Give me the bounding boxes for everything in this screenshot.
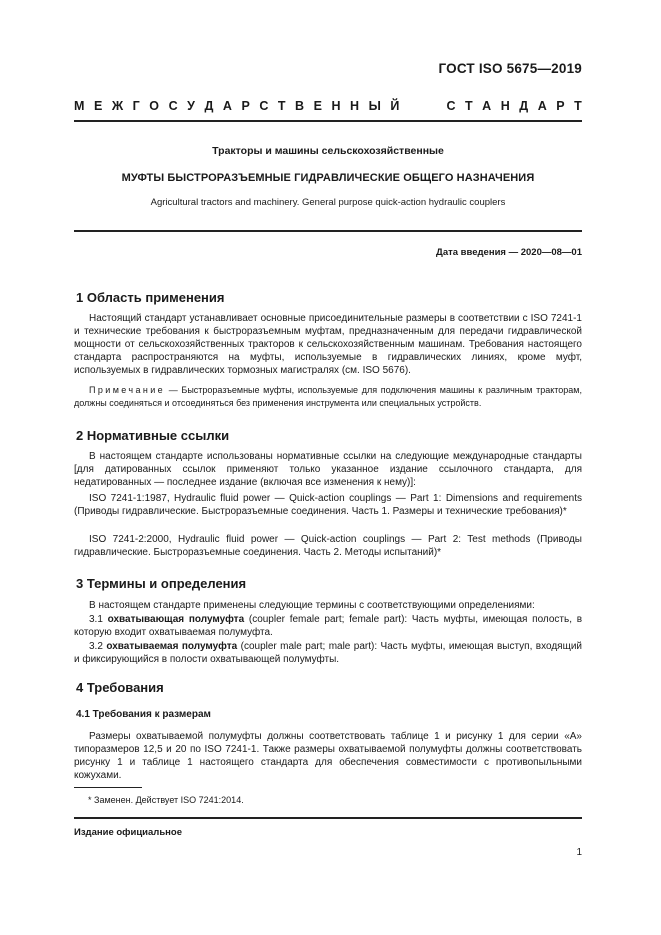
section-1-heading: 1 Область применения [76, 290, 225, 305]
banner-letter: Ы [368, 99, 381, 113]
banner-letter: Н [500, 99, 510, 113]
banner-letter: Р [556, 99, 565, 113]
term-3-2-name: охватываемая полумуфта [106, 641, 238, 652]
banner-letter: Е [313, 99, 322, 113]
banner-letter: Н [331, 99, 341, 113]
interstate-standard-banner [74, 99, 582, 113]
title-block-rule [74, 230, 582, 232]
document-subtitle: Тракторы и машины сельскохозяйственные [212, 145, 444, 157]
banner-word-gap [409, 99, 437, 113]
banner-letter: А [537, 99, 547, 113]
section-2-heading: 2 Нормативные ссылки [76, 428, 230, 443]
section-4-1-paragraph: Размеры охватываемой полумуфты должны соответствовать таблице 1 и рисунку 1 для серии «А» типоразмеров 12,5 и 20 по ISO 7241-1. Также размеры охватываемой полумуфты должны соответствовать рисунку 1 и таблице 1 настоящего стандарта для обеспечения совместимости с противопыльными кожухами. [74, 731, 582, 781]
note-text: — Быстроразъемные муфты, используемые для подключения машины к различным тракторам, должны соединяться и отсоединяться без применения инструмента или специальных устройств. [74, 385, 582, 408]
section-3-heading: 3 Термины и определения [76, 576, 247, 591]
banner-letter: Д [519, 99, 529, 113]
footnote: * Заменен. Действует ISO 7241:2014. [88, 795, 244, 805]
banner-letter: С [168, 99, 178, 113]
term-3-1-number: 3.1 [89, 614, 108, 625]
header-rule [74, 120, 582, 122]
banner-letter: С [259, 99, 269, 113]
footnote-separator [74, 787, 142, 788]
official-edition-label: Издание официальное [74, 827, 182, 838]
banner-letter: Й [390, 99, 400, 113]
section-3-intro: В настоящем стандарте применены следующие термины с соответствующими определениями: [89, 600, 535, 611]
reference-iso-7241-2: ISO 7241-2:2000, Hydraulic fluid power — Quick-action couplings — Part 2: Test methods (Приводы гидравлические. Быстроразъемные соединения. Часть 2. Методы испытаний)* [74, 534, 582, 558]
term-3-2 [74, 640, 582, 666]
section-1-paragraph: Настоящий стандарт устанавливает основные присоединительные размеры в соответствии с ISO 7241-1 и технические требования к быстроразъемным муфтам, предназначенным для передачи гидравлической мощности от сельскохозяйственных тракторов к сельскохозяйственным машинам. Требования настоящего стандарта распространяются на муфты, используемые в гидравлических линиях, кроме муфт, используемых в гидравлических тормозных магистралях (см. ISO 5676). [74, 313, 582, 376]
reference-iso-7241-1: ISO 7241-1:1987, Hydraulic fluid power — Quick-action couplings — Part 1: Dimensions and requirements (Приводы гидравлические. Быстроразъемные соединения. Часть 1. Размеры и технические требования)* [74, 493, 582, 517]
section-1-note [74, 384, 582, 410]
banner-letter: Г [132, 99, 140, 113]
banner-letter: Е [93, 99, 103, 113]
banner-letter: Д [204, 99, 214, 113]
banner-letter: А [222, 99, 232, 113]
footer-rule [74, 817, 582, 819]
page-number: 1 [576, 847, 582, 858]
note-label: Примечание [89, 385, 166, 395]
banner-letter: А [482, 99, 492, 113]
banner-letter: С [446, 99, 456, 113]
banner-letter: Т [574, 99, 582, 113]
term-3-1-name: охватывающая полумуфта [107, 614, 245, 625]
banner-letter: У [187, 99, 195, 113]
introduction-date: Дата введения — 2020—08—01 [436, 247, 582, 258]
section-4-1-heading: 4.1 Требования к размерам [76, 709, 211, 720]
banner-letter: М [74, 99, 85, 113]
term-3-1 [74, 613, 582, 639]
banner-letter: Т [277, 99, 286, 113]
banner-letter: О [149, 99, 160, 113]
banner-letter: В [295, 99, 305, 113]
document-title: МУФТЫ БЫСТРОРАЗЪЕМНЫЕ ГИДРАВЛИЧЕСКИЕ ОБЩЕГО НАЗНАЧЕНИЯ [121, 172, 535, 184]
banner-letter: Н [350, 99, 360, 113]
section-4-heading: 4 Требования [76, 680, 164, 695]
term-3-2-definition: (coupler male part; male part): Часть муфты, имеющая выступ, входящий и фиксирующийся в полости охватывающей полумуфты. [74, 641, 582, 665]
document-number: ГОСТ ISO 5675—2019 [438, 61, 582, 76]
banner-letter: Ж [111, 99, 124, 113]
term-3-2-number: 3.2 [89, 641, 107, 652]
english-title: Agricultural tractors and machinery. General purpose quick-action hydraulic couplers [150, 197, 506, 208]
banner-letter: Т [465, 99, 473, 113]
banner-letter: Р [241, 99, 250, 113]
term-3-1-definition: (coupler female part; female part): Часть муфты, имеющая полость, в которую входит охватываемая полумуфта. [74, 614, 583, 638]
section-2-intro: В настоящем стандарте использованы нормативные ссылки на следующие международные стандарты [для датированных ссылок применяют только указанное издание ссылочного стандарта, для недатированных — последнее издание (включая все изменения к нему)]: [74, 451, 582, 488]
